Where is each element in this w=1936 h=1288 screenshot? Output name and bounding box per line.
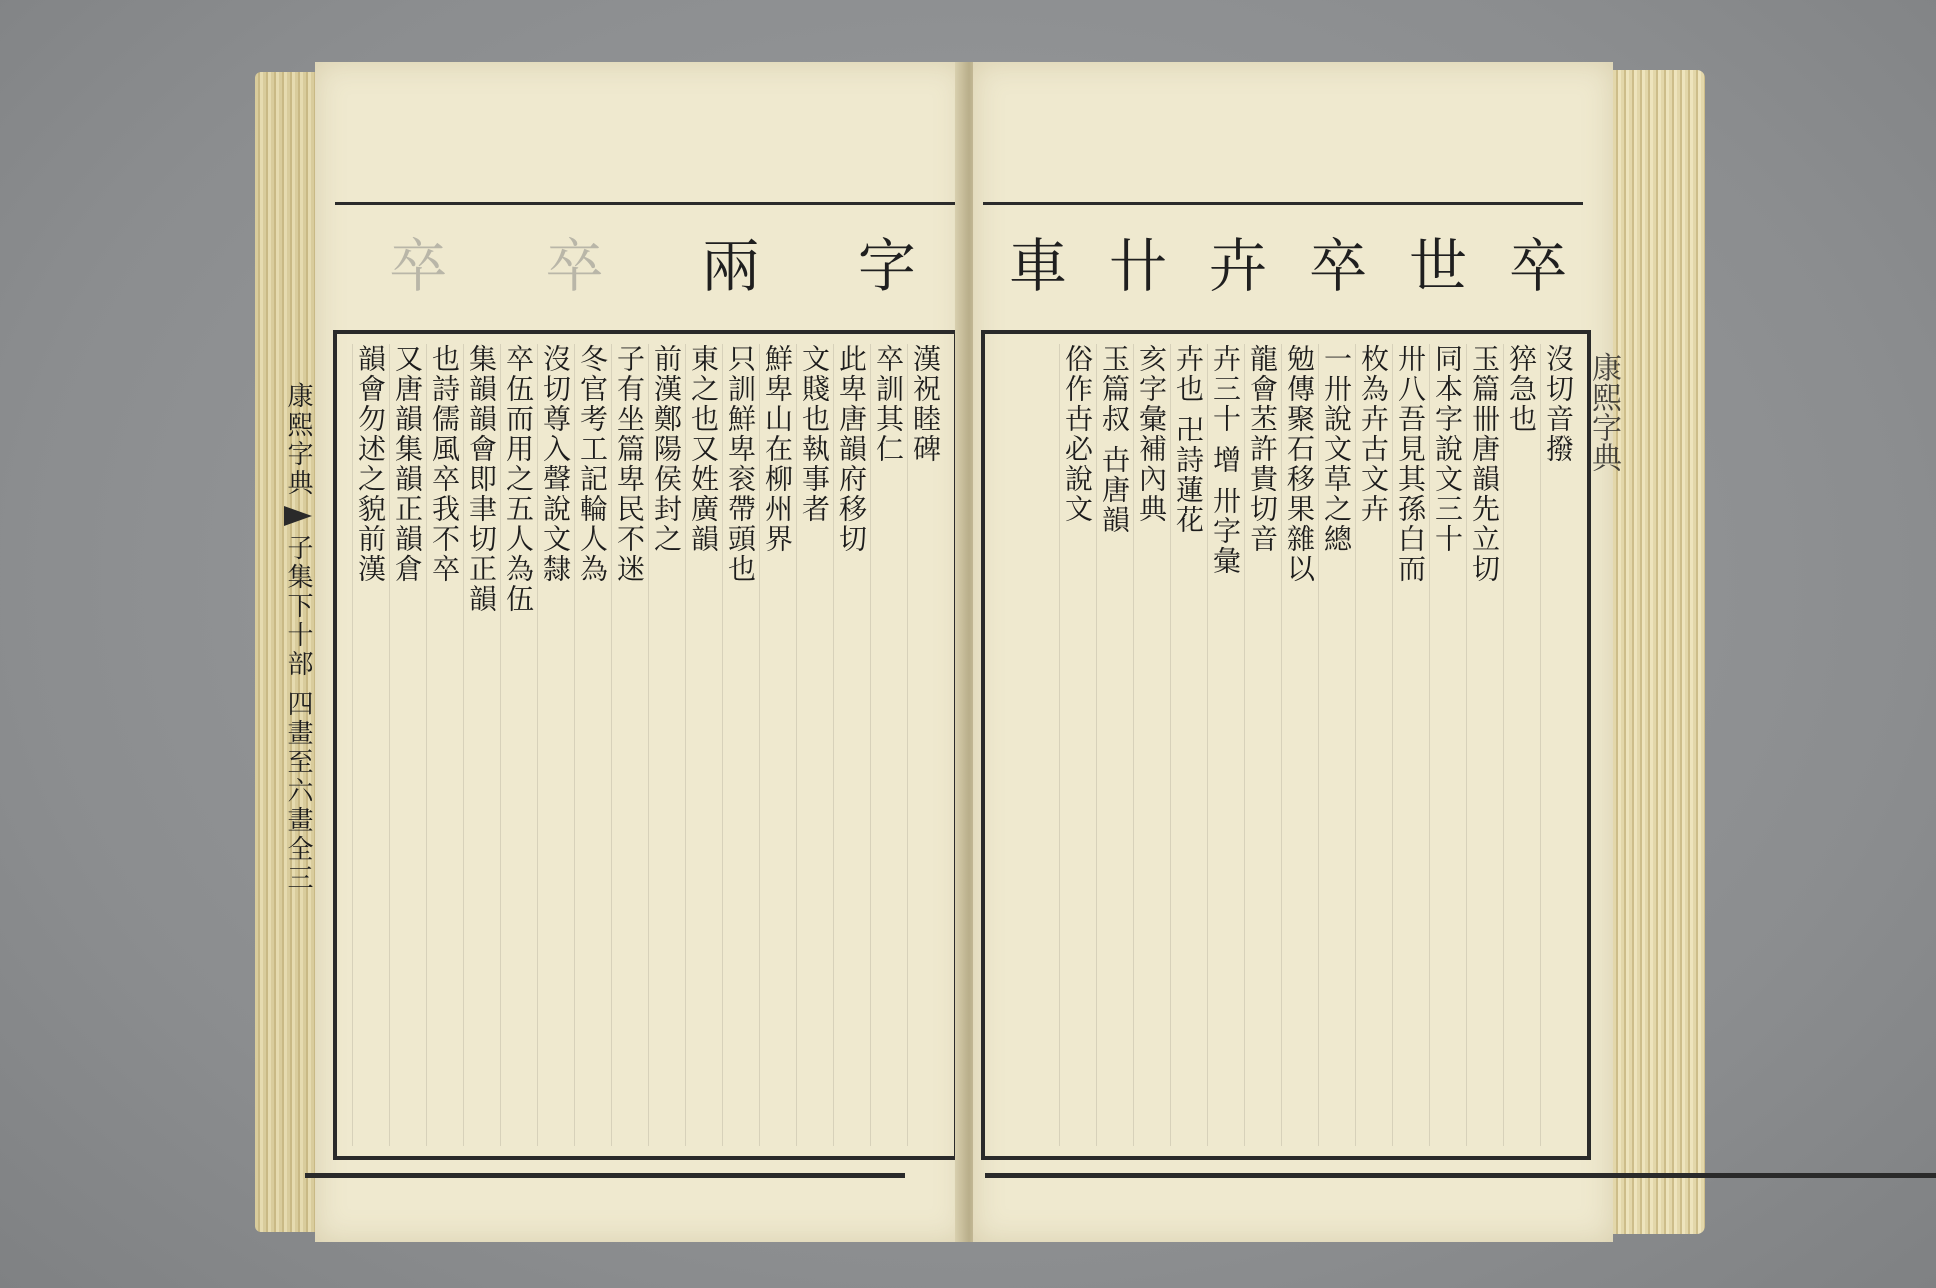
text-column: 韻會勿述之貌前漢 (352, 344, 387, 1146)
text-column: 只訓鮮卑衮帶頭也 (722, 344, 757, 1146)
seal-glyph: 世 (1399, 235, 1467, 293)
text-column: 玉篇卌唐韻先立切 (1466, 344, 1501, 1146)
right-text-frame (981, 330, 1591, 1160)
seal-glyph: 卒 (379, 235, 448, 293)
bottom-rule (305, 1173, 905, 1178)
text-column: 也詩儒風卒我不卒 (426, 344, 461, 1146)
text-column: 玉篇叔 卋唐韻 (1096, 344, 1131, 1146)
seal-glyph: 卒 (1499, 235, 1567, 293)
right-page-edges (1605, 70, 1705, 1234)
text-column: 龍會苤許貴切音 (1244, 344, 1279, 1146)
seal-glyph: 兩 (691, 235, 760, 293)
book-title: 康熙字典 (283, 382, 313, 498)
text-column: 鮮卑山在柳州界 (759, 344, 794, 1146)
text-column: 集韻韻會即聿切正韻 (463, 344, 498, 1146)
section-label: 十部 四畫至六畫 (283, 621, 313, 836)
left-margin-column (273, 382, 323, 1142)
book-title: 康熙字典 (1586, 352, 1621, 472)
text-column: 卉三十 增 卅字彙 (1207, 344, 1242, 1146)
right-columns (997, 344, 1575, 1146)
open-book (255, 62, 1705, 1242)
text-column: 東之也又姓廣韻 (685, 344, 720, 1146)
text-column: 前漢鄭陽侯封之 (648, 344, 683, 1146)
bottom-rule (985, 1173, 1936, 1178)
text-column: 文賤也執事者 (796, 344, 831, 1146)
text-column: 沒切音撥 (1540, 344, 1575, 1146)
text-column: 枚為卉古文卉 (1355, 344, 1390, 1146)
text-column: 又唐韻集韻正韻倉 (389, 344, 424, 1146)
text-column: 一卅說文草之總 (1318, 344, 1353, 1146)
seal-glyph: 卒 (535, 235, 604, 293)
text-column: 冬官考工記輪人為 (574, 344, 609, 1146)
seal-glyph: 卒 (1299, 235, 1367, 293)
left-text-frame (333, 330, 958, 1160)
collection-label: 子集下 (283, 534, 313, 621)
text-column: 卅八吾見其孫白而 (1392, 344, 1427, 1146)
text-column: 卒訓其仁 (870, 344, 905, 1146)
seal-glyph: 車 (999, 235, 1067, 293)
text-column: 亥字彙補內典 (1133, 344, 1168, 1146)
text-column: 勉傳聚石移果雜以 (1281, 344, 1316, 1146)
text-column: 漢祝睦碑 (907, 344, 942, 1146)
text-column: 卒伍而用之五人為伍 (500, 344, 535, 1146)
left-page (283, 62, 965, 1242)
left-seal-band (335, 202, 960, 323)
fish-tail-icon (284, 506, 312, 526)
right-page (973, 62, 1621, 1242)
text-column: 同本字說文三十 (1429, 344, 1464, 1146)
text-column: 此卑唐韻府移切 (833, 344, 868, 1146)
seal-glyph: 卄 (1099, 235, 1167, 293)
page-number: 全三 (283, 835, 313, 894)
left-columns (349, 344, 942, 1146)
seal-glyph: 字 (847, 235, 916, 293)
text-column: 猝急也 (1503, 344, 1538, 1146)
text-column: 俗作卋必說文 (1059, 344, 1094, 1146)
right-seal-band (983, 202, 1583, 323)
text-column: 卉也 卍詩蓮花 (1170, 344, 1205, 1146)
text-column: 子有坐篇卑民不迷 (611, 344, 646, 1146)
text-column: 沒切尊入聲說文隸 (537, 344, 572, 1146)
seal-glyph: 卉 (1199, 235, 1267, 293)
